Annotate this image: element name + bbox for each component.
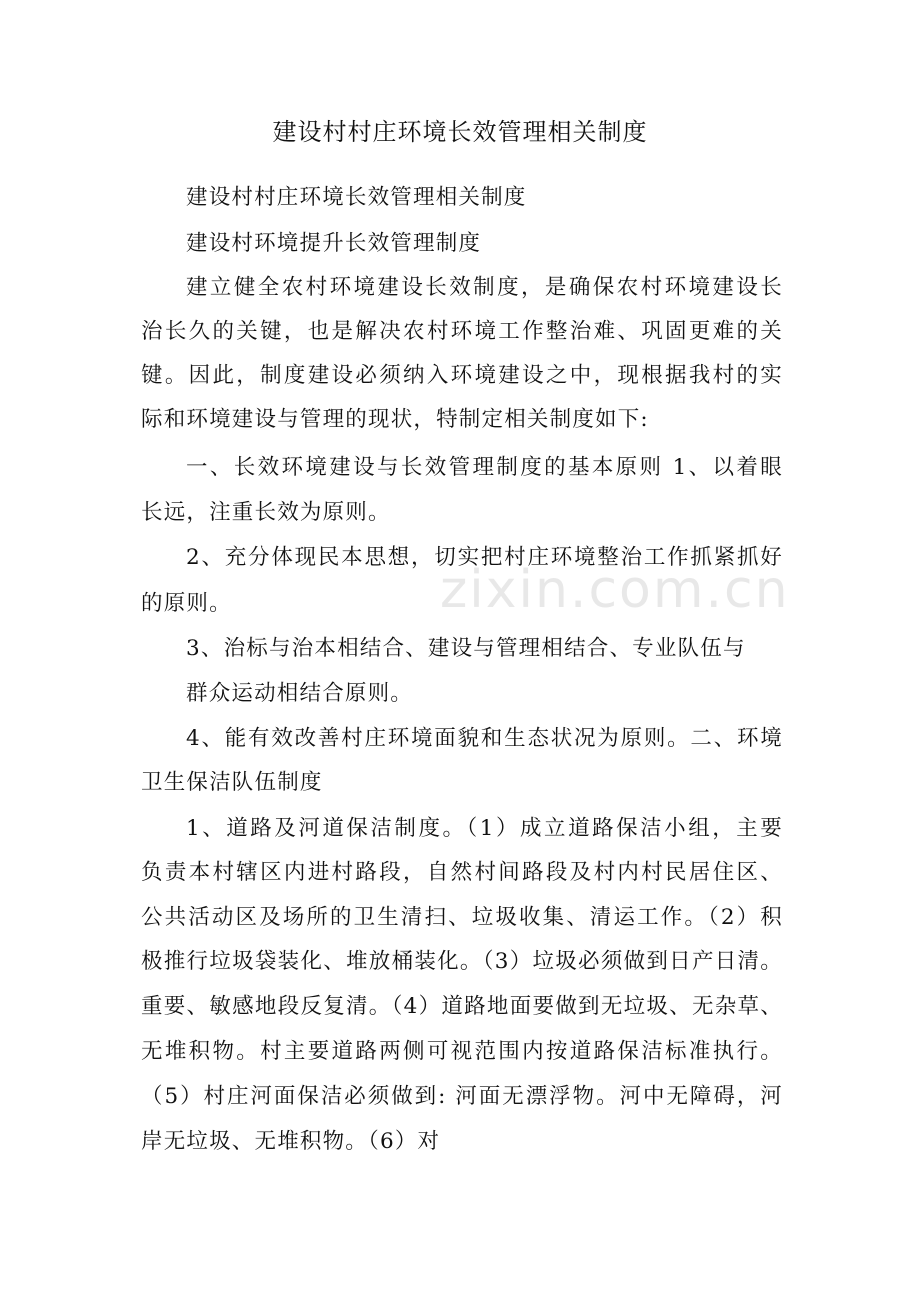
paragraph-line: 2、充分体现民本思想，切实把村庄环境整治工作抓紧抓好 (186, 545, 783, 570)
paragraph-line: 一、长效环境建设与长效管理制度的基本原则 1、以着眼 (186, 455, 783, 480)
paragraph-line: 群众运动相结合原则。 (186, 681, 414, 706)
paragraph-line: 极推行垃圾袋装化、堆放桶装化。（3）垃圾必须做到日产日清。 (141, 949, 783, 974)
paragraph-line: 建设村村庄环境长效管理相关制度 (186, 185, 527, 210)
paragraph-line: 建立健全农村环境建设长效制度，是确保农村环境建设长 (186, 275, 783, 300)
paragraph-line: 键。因此，制度建设必须纳入环境建设之中，现根据我村的实 (141, 363, 783, 388)
paragraph-line: 3、治标与治本相结合、建设与管理相结合、专业队伍与 (186, 636, 746, 661)
paragraph-line: 负责本村辖区内进村路段，自然村间路段及村内村民居住区、 (141, 860, 783, 885)
paragraph-line: 卫生保洁队伍制度 (141, 770, 323, 795)
watermark: zixin.com.cn (440, 560, 790, 620)
paragraph-line: 长远，注重长效为原则。 (141, 500, 391, 525)
paragraph-line: 无堆积物。村主要道路两侧可视范围内按道路保洁标准执行。 (141, 1039, 783, 1064)
paragraph-line: 公共活动区及场所的卫生清扫、垃圾收集、清运工作。（2）积 (141, 905, 783, 930)
paragraph-line: （5）村庄河面保洁必须做到: 河面无漂浮物。河中无障碍，河 (141, 1084, 783, 1109)
paragraph-line: 建设村环境提升长效管理制度 (186, 231, 482, 256)
paragraph-line: 的原则。 (141, 591, 232, 616)
paragraph-line: 重要、敏感地段反复清。（4）道路地面要做到无垃圾、无杂草、 (141, 994, 783, 1019)
paragraph-line: 岸无垃圾、无堆积物。（6）对 (141, 1129, 441, 1154)
paragraph-line: 1、道路及河道保洁制度。（1）成立道路保洁小组，主要 (186, 816, 783, 841)
paragraph-line: 际和环境建设与管理的现状，特制定相关制度如下: (141, 407, 649, 432)
paragraph-line: 治长久的关键，也是解决农村环境工作整治难、巩固更难的关 (141, 319, 783, 344)
paragraph-line: 4、能有效改善村庄环境面貌和生态状况为原则。二、环境 (186, 726, 783, 751)
page-title: 建设村村庄环境长效管理相关制度 (272, 118, 648, 146)
